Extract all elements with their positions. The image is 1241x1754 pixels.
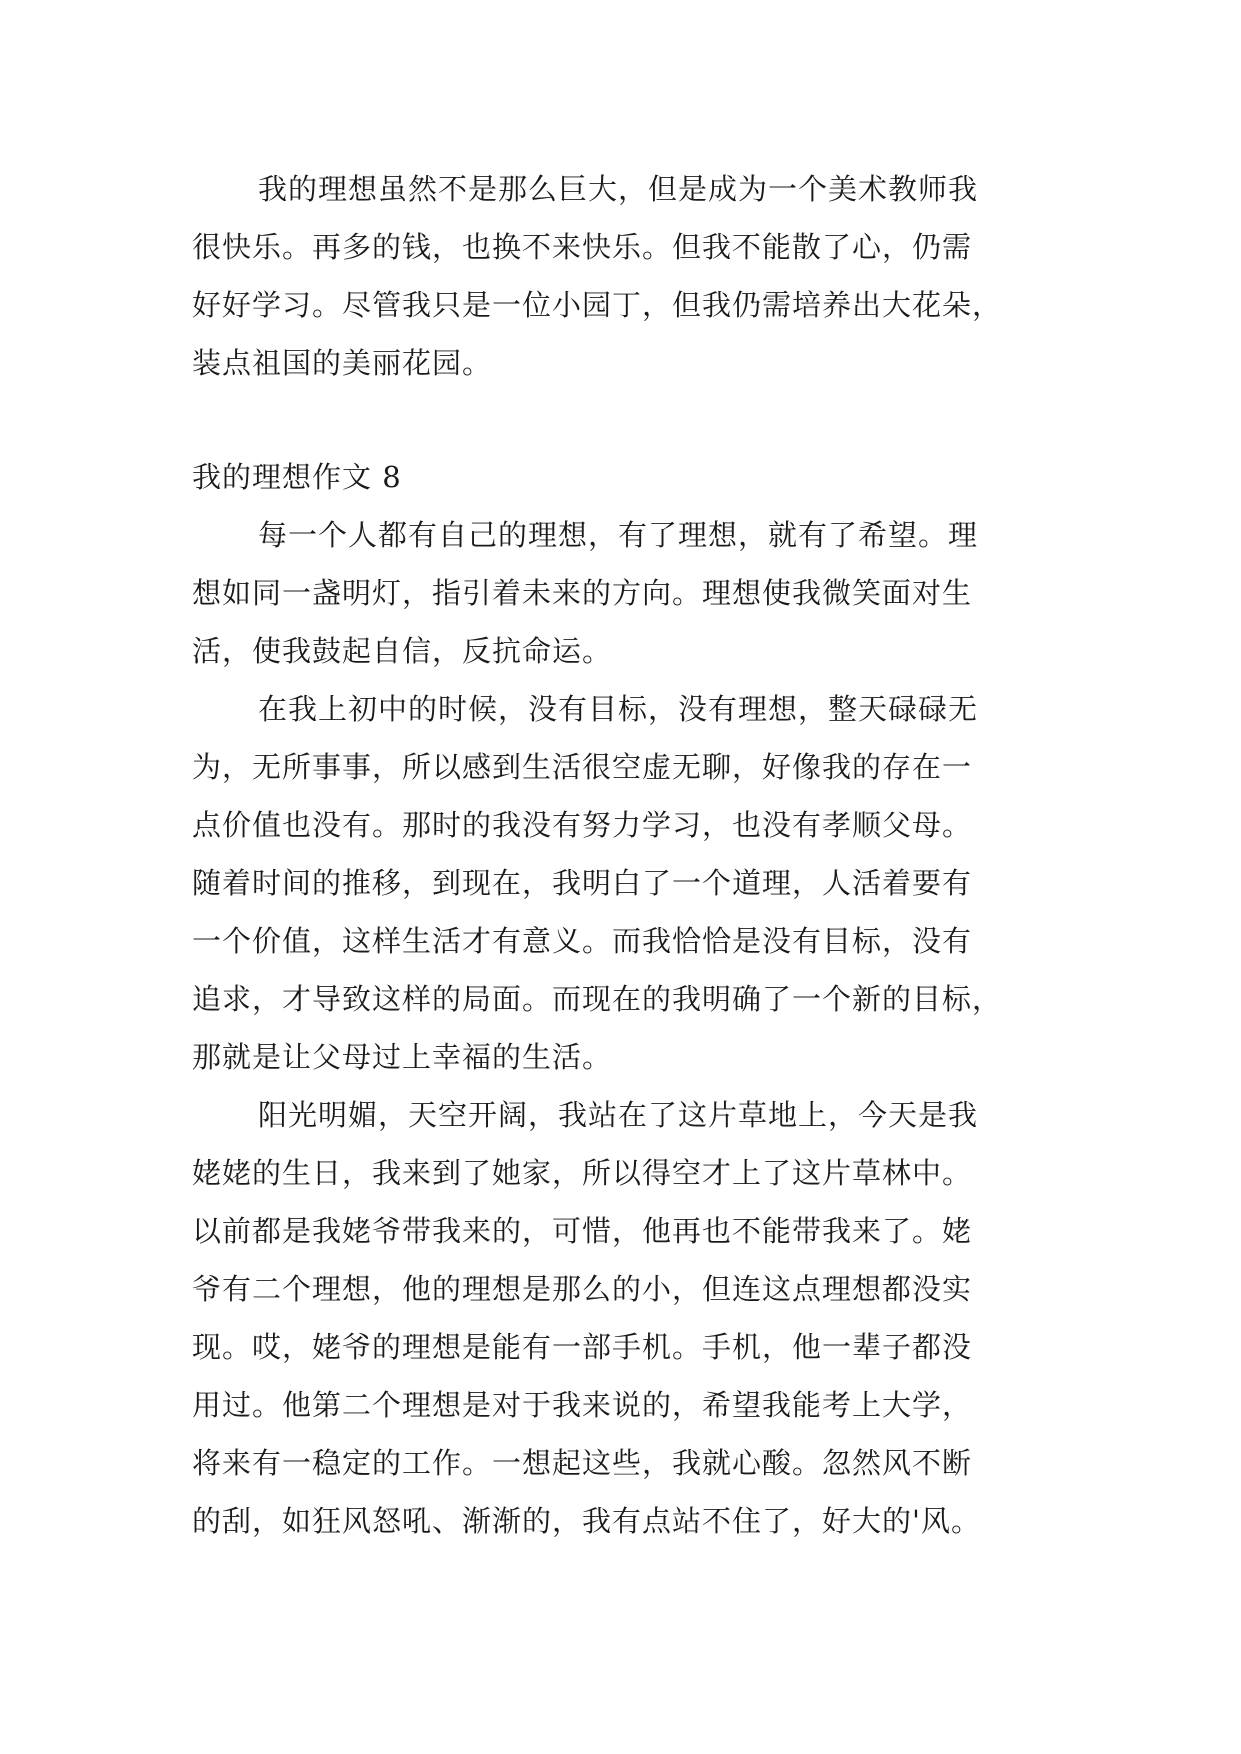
text-line: 姥姥的生日，我来到了她家，所以得空才上了这片草林中。 bbox=[192, 1156, 973, 1190]
text-line: 随着时间的推移，到现在，我明白了一个道理，人活着要有 bbox=[192, 866, 973, 900]
text-line: 追求，才导致这样的局面。而现在的我明确了一个新的目标， bbox=[192, 982, 1003, 1016]
text-line: 爷有二个理想，他的理想是那么的小，但连这点理想都没实 bbox=[192, 1272, 973, 1306]
section-title: 我的理想作文 8 bbox=[192, 460, 402, 494]
text-line: 的刮，如狂风怒吼、渐渐的，我有点站不住了，好大的'风。 bbox=[192, 1504, 981, 1538]
essay-section bbox=[192, 448, 1052, 1550]
text-line: 我的理想虽然不是那么巨大，但是成为一个美术教师我 bbox=[258, 172, 979, 206]
text-line: 一个价值，这样生活才有意义。而我恰恰是没有目标，没有 bbox=[192, 924, 973, 958]
text-line: 点价值也没有。那时的我没有努力学习，也没有孝顺父母。 bbox=[192, 808, 973, 842]
text-line: 在我上初中的时候，没有目标，没有理想，整天碌碌无 bbox=[258, 692, 979, 726]
text-line: 现。哎，姥爷的理想是能有一部手机。手机，他一辈子都没 bbox=[192, 1330, 973, 1364]
paragraph-1 bbox=[192, 506, 1052, 680]
text-line: 阳光明媚，天空开阔，我站在了这片草地上，今天是我 bbox=[258, 1098, 979, 1132]
text-line: 那就是让父母过上幸福的生活。 bbox=[192, 1040, 613, 1074]
paragraph-3 bbox=[192, 1086, 1052, 1550]
paragraph-intro bbox=[192, 160, 1052, 392]
paragraph-2 bbox=[192, 680, 1052, 1086]
text-line: 以前都是我姥爷带我来的，可惜，他再也不能带我来了。姥 bbox=[192, 1214, 973, 1248]
text-line: 好好学习。尽管我只是一位小园丁，但我仍需培养出大花朵， bbox=[192, 288, 1003, 322]
text-line: 装点祖国的美丽花园。 bbox=[192, 346, 493, 380]
text-line: 为，无所事事，所以感到生活很空虚无聊，好像我的存在一 bbox=[192, 750, 973, 784]
text-line: 想如同一盏明灯，指引着未来的方向。理想使我微笑面对生 bbox=[192, 576, 973, 610]
text-line: 每一个人都有自己的理想，有了理想，就有了希望。理 bbox=[258, 518, 979, 552]
intro-paragraph-block bbox=[192, 160, 1052, 392]
text-line: 很快乐。再多的钱，也换不来快乐。但我不能散了心，仍需 bbox=[192, 230, 973, 264]
text-line: 用过。他第二个理想是对于我来说的，希望我能考上大学， bbox=[192, 1388, 973, 1422]
text-line: 活，使我鼓起自信，反抗命运。 bbox=[192, 634, 613, 668]
text-line: 将来有一稳定的工作。一想起这些，我就心酸。忽然风不断 bbox=[192, 1446, 973, 1480]
